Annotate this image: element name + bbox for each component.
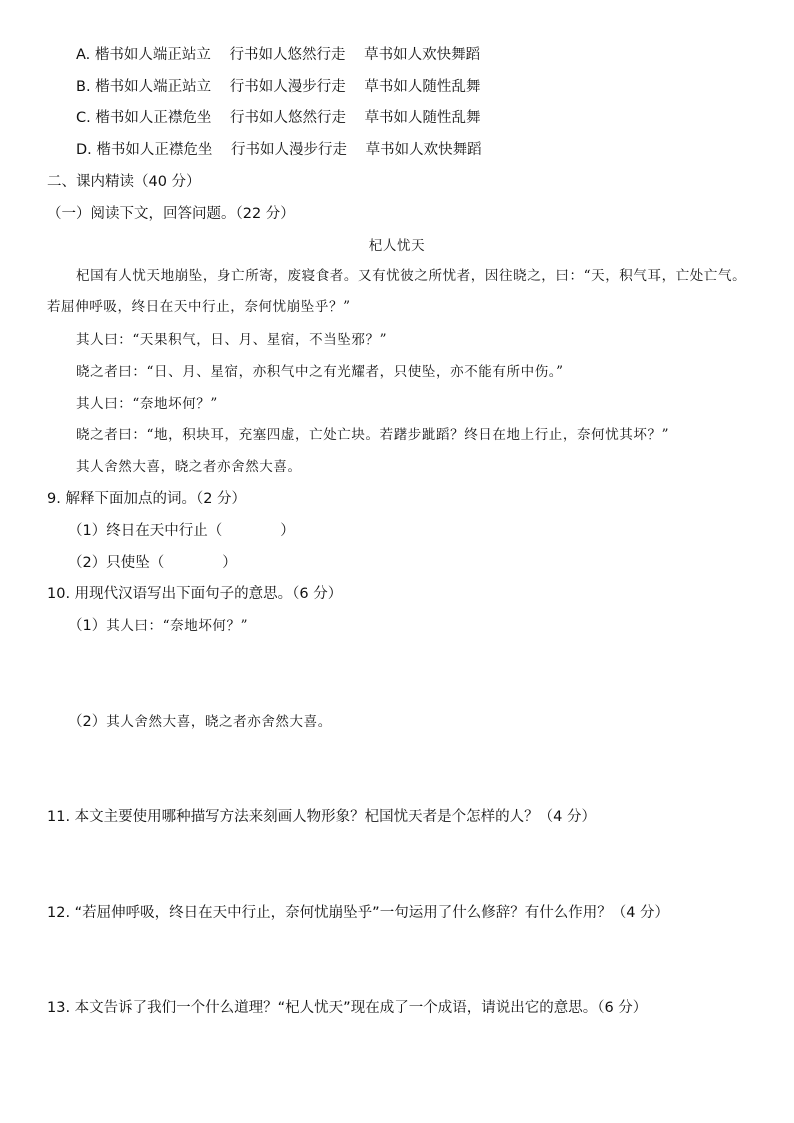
passage-paragraph: 其人曰：“天果积气，日、月、星宿，不当坠邪？”: [76, 332, 388, 348]
option-part: 行书如人悠然行走: [229, 110, 346, 126]
option-part: 草书如人随性乱舞: [364, 110, 481, 126]
option-letter: A.: [76, 47, 91, 63]
passage-paragraph: 其人舍然大喜，晓之者亦舍然大喜。: [76, 459, 302, 475]
option-part: 草书如人欢快舞蹈: [365, 142, 482, 158]
option-part: 楷书如人正襟危坐: [96, 142, 213, 158]
option-part: 楷书如人正襟危坐: [95, 110, 212, 126]
option-a: [76, 45, 480, 65]
item-text: （2）只使坠（: [68, 555, 165, 571]
item-label: （2）: [68, 714, 107, 730]
item-text: （1）终日在天中行止（: [68, 523, 223, 539]
question-9-item-2: [68, 553, 237, 573]
item-text: 其人曰：“奈地坏何？”: [106, 618, 249, 634]
question-10: 10. 用现代汉语写出下面句子的意思。（6 分）: [47, 586, 343, 602]
option-part: 草书如人随性乱舞: [364, 79, 481, 95]
option-part: 行书如人悠然行走: [229, 47, 346, 63]
option-letter: D.: [76, 142, 92, 158]
option-part: 草书如人欢快舞蹈: [364, 47, 481, 63]
item-close: ）: [280, 523, 295, 539]
passage-paragraph: 晓之者曰：“地，积块耳，充塞四虚，亡处亡块。若躇步跐蹈？终日在地上行止，奈何忧其坏？”: [76, 427, 670, 443]
question-10-item-1: [68, 616, 248, 636]
question-13: 13. 本文告诉了我们一个什么道理？“杞人忧天”现在成了一个成语，请说出它的意思。（6 分）: [47, 1000, 648, 1016]
option-c: [76, 108, 481, 128]
subsection-heading: （一）阅读下文，回答问题。（22 分）: [47, 206, 295, 222]
passage-paragraph: 其人曰：“奈地坏何？”: [76, 396, 218, 412]
question-9-item-1: [68, 521, 295, 541]
option-part: 楷书如人端正站立: [95, 79, 212, 95]
option-letter: C.: [76, 110, 91, 126]
section-heading: 二、课内精读（40 分）: [47, 174, 201, 190]
item-close: ）: [222, 555, 237, 571]
passage-paragraph-cont: 若屈伸呼吸，终日在天中行止，奈何忧崩坠乎？”: [47, 299, 351, 315]
passage-paragraph: 晓之者曰：“日、月、星宿，亦积气中之有光耀者，只使坠，亦不能有所中伤。”: [76, 364, 564, 380]
option-letter: B.: [76, 79, 91, 95]
item-label: （1）: [68, 618, 107, 634]
option-part: 行书如人漫步行走: [231, 142, 347, 158]
option-d: [76, 140, 482, 160]
option-part: 楷书如人端正站立: [94, 47, 211, 63]
item-text: 其人舍然大喜，晓之者亦舍然大喜。: [106, 714, 332, 730]
option-b: [76, 77, 480, 97]
question-11: 11. 本文主要使用哪种描写方法来刻画人物形象？杞国忧天者是个怎样的人？（4 分）: [47, 809, 597, 825]
passage-title: 杞人忧天: [368, 238, 426, 254]
question-12: 12. “若屈伸呼吸，终日在天中行止，奈何忧崩坠乎”一句运用了什么修辞？有什么作用？（4 分）: [47, 905, 670, 921]
passage-paragraph: 杞国有人忧天地崩坠，身亡所寄，废寝食者。又有忧彼之所忧者，因往晓之，曰：“天，积气耳，亡处亡气。: [76, 268, 747, 284]
question-9: 9. 解释下面加点的词。（2 分）: [47, 491, 247, 507]
question-10-item-2: [68, 712, 332, 732]
option-part: 行书如人漫步行走: [229, 79, 346, 95]
